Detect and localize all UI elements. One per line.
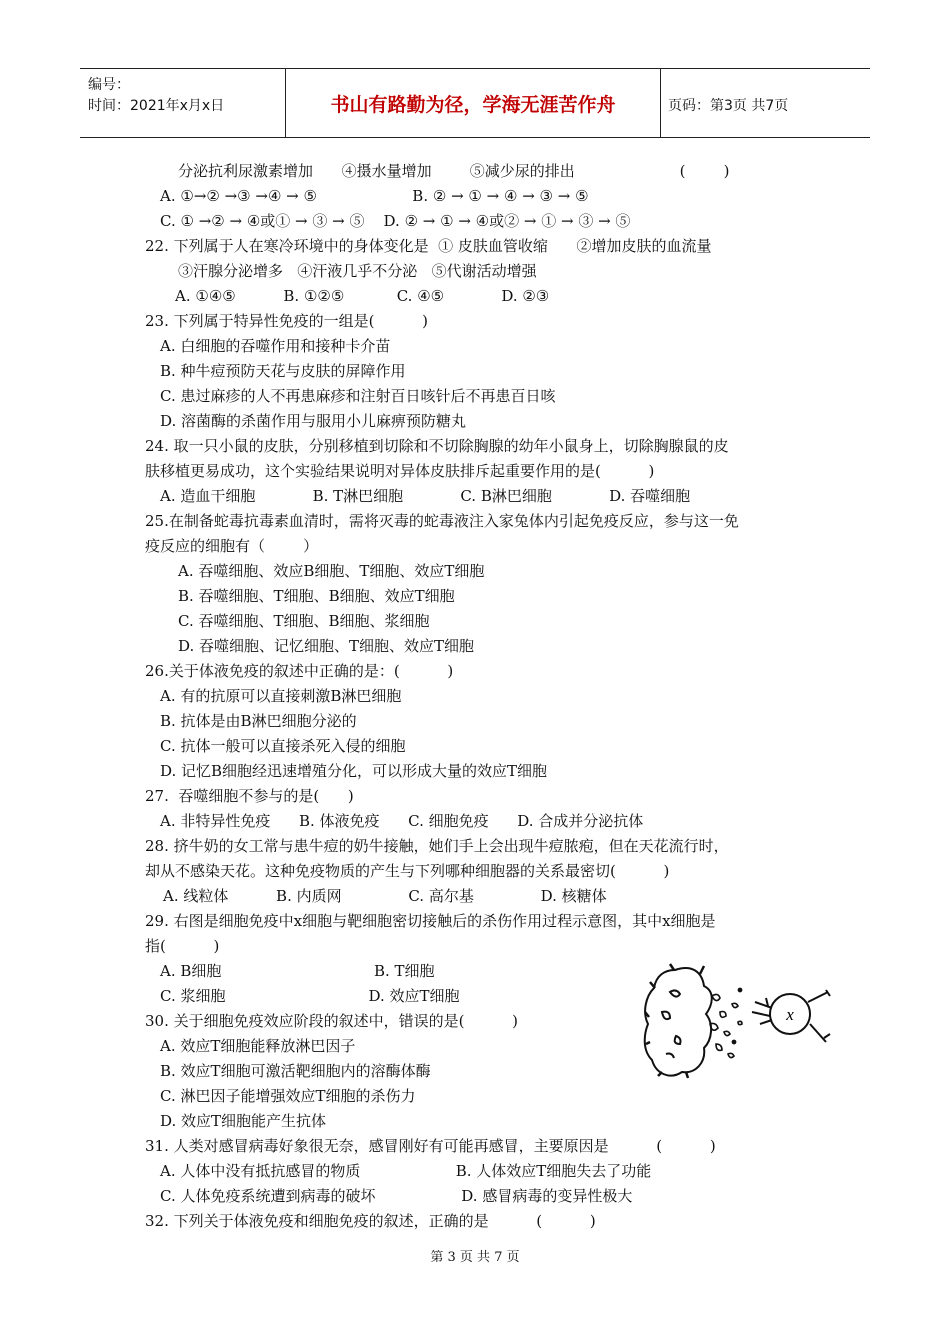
question-22: 22. 下列属于人在寒冷环境中的身体变化是 ① 皮肤血管收缩 ②增加皮肤的血流量 [145,237,712,255]
text-line: ③汗腺分泌增多 ④汗液几乎不分泌 ⑤代谢活动增强 [178,262,537,280]
option: D. 溶菌酶的杀菌作用与服用小儿麻痹预防糖丸 [160,412,467,430]
question-25: 25.在制备蛇毒抗毒素血清时，需将灭毒的蛇毒液注入家兔体内引起免疫反应，参与这一免 [145,512,739,530]
option: D. 吞噬细胞、记忆细胞、T细胞、效应T细胞 [178,637,475,655]
time-label: 时间：2021年x月x日 [88,98,225,114]
options-line: A. 人体中没有抵抗感冒的物质 B. 人体效应T细胞失去了功能 [160,1162,652,1180]
cell-immunity-diagram [640,962,840,1084]
question-30: 30. 关于细胞免疫效应阶段的叙述中，错误的是( ) [145,1012,519,1030]
question-26: 26.关于体液免疫的叙述中正确的是：( ) [145,662,454,680]
option: B. 种牛痘预防天花与皮肤的屏障作用 [160,362,406,380]
text-line: C. ① →② → ④或① → ③ → ⑤ D. ② → ① → ④或② → ① → ③ → ⑤ [160,212,631,230]
question-31: 31. 人类对感冒病毒好象很无奈，感冒刚好有可能再感冒，主要原因是 ( ) [145,1137,716,1155]
options-line: A. 造血干细胞 B. T淋巴细胞 C. B淋巴细胞 D. 吞噬细胞 [160,487,691,505]
option: A. 有的抗原可以直接刺激B淋巴细胞 [160,687,402,705]
option: C. 淋巴因子能增强效应T细胞的杀伤力 [160,1087,416,1105]
page-number-label: 页码：第3页 共7页 [668,98,789,114]
options-line: A. B细胞 B. T细胞 [160,962,435,980]
options-line: A. ①④⑤ B. ①②⑤ C. ④⑤ D. ②③ [175,287,550,305]
header-meta [88,75,224,117]
options-line: A. 非特异性免疫 B. 体液免疫 C. 细胞免疫 D. 合成并分泌抗体 [160,812,644,830]
target-cell-icon [645,964,712,1078]
question-28: 28. 挤牛奶的女工常与患牛痘的奶牛接触，她们手上会出现牛痘脓疱，但在天花流行时， [145,837,729,855]
question-23: 23. 下列属于特异性免疫的一组是( ) [145,312,429,330]
text-line: 分泌抗利尿激素增加 ④摄水量增加 ⑤减少尿的排出 ( ) [178,162,730,180]
page-header [80,68,870,138]
header-divider [660,69,661,137]
question-27: 27. 吞噬细胞不参与的是( ) [145,787,354,805]
option: A. 吞噬细胞、效应B细胞、T细胞、效应T细胞 [178,562,485,580]
x-cell-label: x [786,1005,794,1024]
option: B. 吞噬细胞、T细胞、B细胞、效应T细胞 [178,587,455,605]
option: C. 吞噬细胞、T细胞、B细胞、浆细胞 [178,612,430,630]
options-line: A. 线粒体 B. 内质网 C. 高尔基 D. 核糖体 [163,887,607,905]
option: A. 白细胞的吞噬作用和接种卡介苗 [160,337,391,355]
text-line: A. ①→② →③ →④ → ⑤ B. ② → ① → ④ → ③ → ⑤ [160,187,589,205]
option: A. 效应T细胞能释放淋巴因子 [160,1037,356,1055]
question-29: 29. 右图是细胞免疫中x细胞与靶细胞密切接触后的杀伤作用过程示意图，其中x细胞是 [145,912,716,930]
number-label: 编号： [88,77,130,93]
question-32: 32. 下列关于体液免疫和细胞免疫的叙述，正确的是 ( ) [145,1212,596,1230]
option: D. 记忆B细胞经迅速增殖分化，可以形成大量的效应T细胞 [160,762,548,780]
options-line: C. 浆细胞 D. 效应T细胞 [160,987,460,1005]
option: C. 患过麻疹的人不再患麻疹和注射百日咳针后不再患百日咳 [160,387,556,405]
header-motto: 书山有路勤为径，学海无涯苦作舟 [330,93,616,116]
text-line: 却从不感染天花。这种免疫物质的产生与下列哪种细胞器的关系最密切( ) [145,862,670,880]
option: B. 抗体是由B淋巴细胞分泌的 [160,712,357,730]
text-line: 疫反应的细胞有（ ） [145,537,319,555]
text-line: 肤移植更易成功，这个实验结果说明对异体皮肤排斥起重要作用的是( ) [145,462,655,480]
options-line: C. 人体免疫系统遭到病毒的破坏 D. 感冒病毒的变异性极大 [160,1187,633,1205]
option: D. 效应T细胞能产生抗体 [160,1112,327,1130]
fragments-icon [710,988,742,1057]
question-24: 24. 取一只小鼠的皮肤，分别移植到切除和不切除胸腺的幼年小鼠身上，切除胸腺鼠的皮 [145,437,729,455]
option: C. 抗体一般可以直接杀死入侵的细胞 [160,737,406,755]
page-footer: 第 3 页 共 7 页 [430,1250,520,1265]
text-line: 指( ) [145,937,220,955]
option: B. 效应T细胞可激活靶细胞内的溶酶体酶 [160,1062,431,1080]
